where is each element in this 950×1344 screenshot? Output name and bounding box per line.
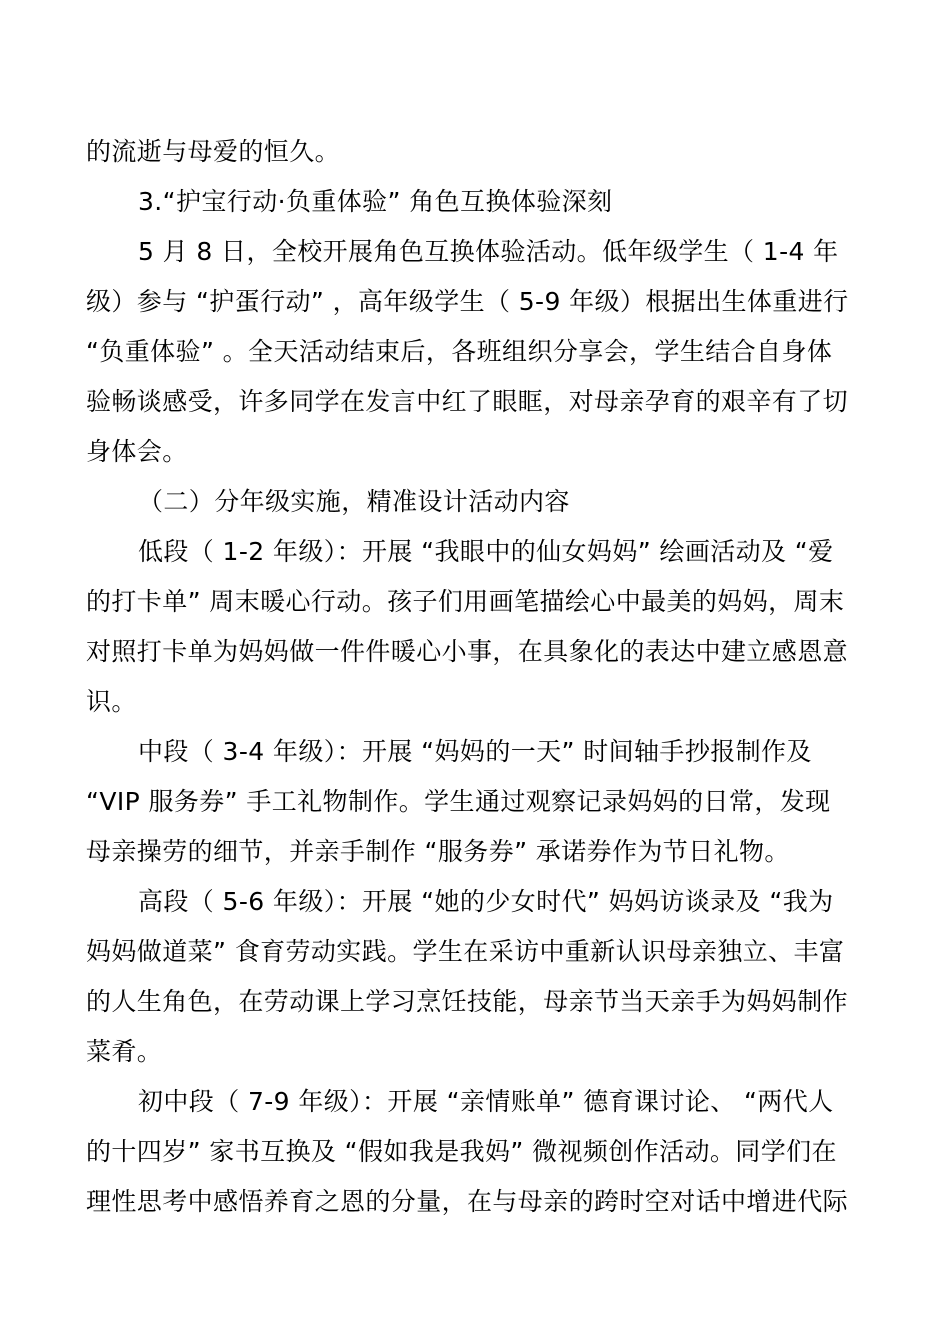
paragraph-line: 的人生角色，在劳动课上学习烹饪技能，母亲节当天亲手为妈妈制作	[86, 987, 849, 1016]
paragraph-line: 对照打卡单为妈妈做一件件暖心小事，在具象化的表达中建立感恩意	[86, 637, 849, 666]
paragraph-line: 的流逝与母爱的恒久。	[86, 137, 341, 166]
paragraph-line: 妈妈做道菜” 食育劳动实践。学生在采访中重新认识母亲独立、丰富	[86, 937, 845, 966]
paragraph-line: 低段（ 1-2 年级）：开展 “我眼中的仙女妈妈” 绘画活动及 “爱	[138, 537, 834, 566]
paragraph-line: “负重体验” 。全天活动结束后，各班组织分享会，学生结合自身体	[86, 337, 833, 366]
paragraph-line: 理性思考中感悟养育之恩的分量，在与母亲的跨时空对话中增进代际	[86, 1187, 849, 1216]
paragraph-line: 菜肴。	[86, 1037, 163, 1066]
paragraph-line: 验畅谈感受，许多同学在发言中红了眼眶，对母亲孕育的艰辛有了切	[86, 387, 849, 416]
paragraph-line: 的打卡单” 周末暖心行动。孩子们用画笔描绘心中最美的妈妈，周末	[86, 587, 845, 616]
paragraph-line: 的十四岁” 家书互换及 “假如我是我妈” 微视频创作活动。同学们在	[86, 1137, 837, 1166]
section-heading: （二）分年级实施，精准设计活动内容	[138, 487, 570, 516]
paragraph-line: 高段（ 5-6 年级）：开展 “她的少女时代” 妈妈访谈录及 “我为	[138, 887, 834, 916]
paragraph-line: 母亲操劳的细节，并亲手制作 “服务券” 承诺券作为节日礼物。	[86, 837, 790, 866]
paragraph-line: 识。	[86, 687, 137, 716]
paragraph-line: 中段（ 3-4 年级）：开展 “妈妈的一天” 时间轴手抄报制作及	[138, 737, 812, 766]
paragraph-line: 初中段（ 7-9 年级）：开展 “亲情账单” 德育课讨论、 “两代人	[138, 1087, 834, 1116]
section-heading: 3.“护宝行动·负重体验” 角色互换体验深刻	[138, 187, 613, 216]
paragraph-line: 级）参与 “护蛋行动” ，高年级学生（ 5-9 年级）根据出生体重进行	[86, 287, 849, 316]
paragraph-line: 5 月 8 日，全校开展角色互换体验活动。低年级学生（ 1-4 年	[138, 237, 839, 266]
paragraph-line: 身体会。	[86, 437, 188, 466]
paragraph-line: “VIP 服务券” 手工礼物制作。学生通过观察记录妈妈的日常，发现	[86, 787, 831, 816]
